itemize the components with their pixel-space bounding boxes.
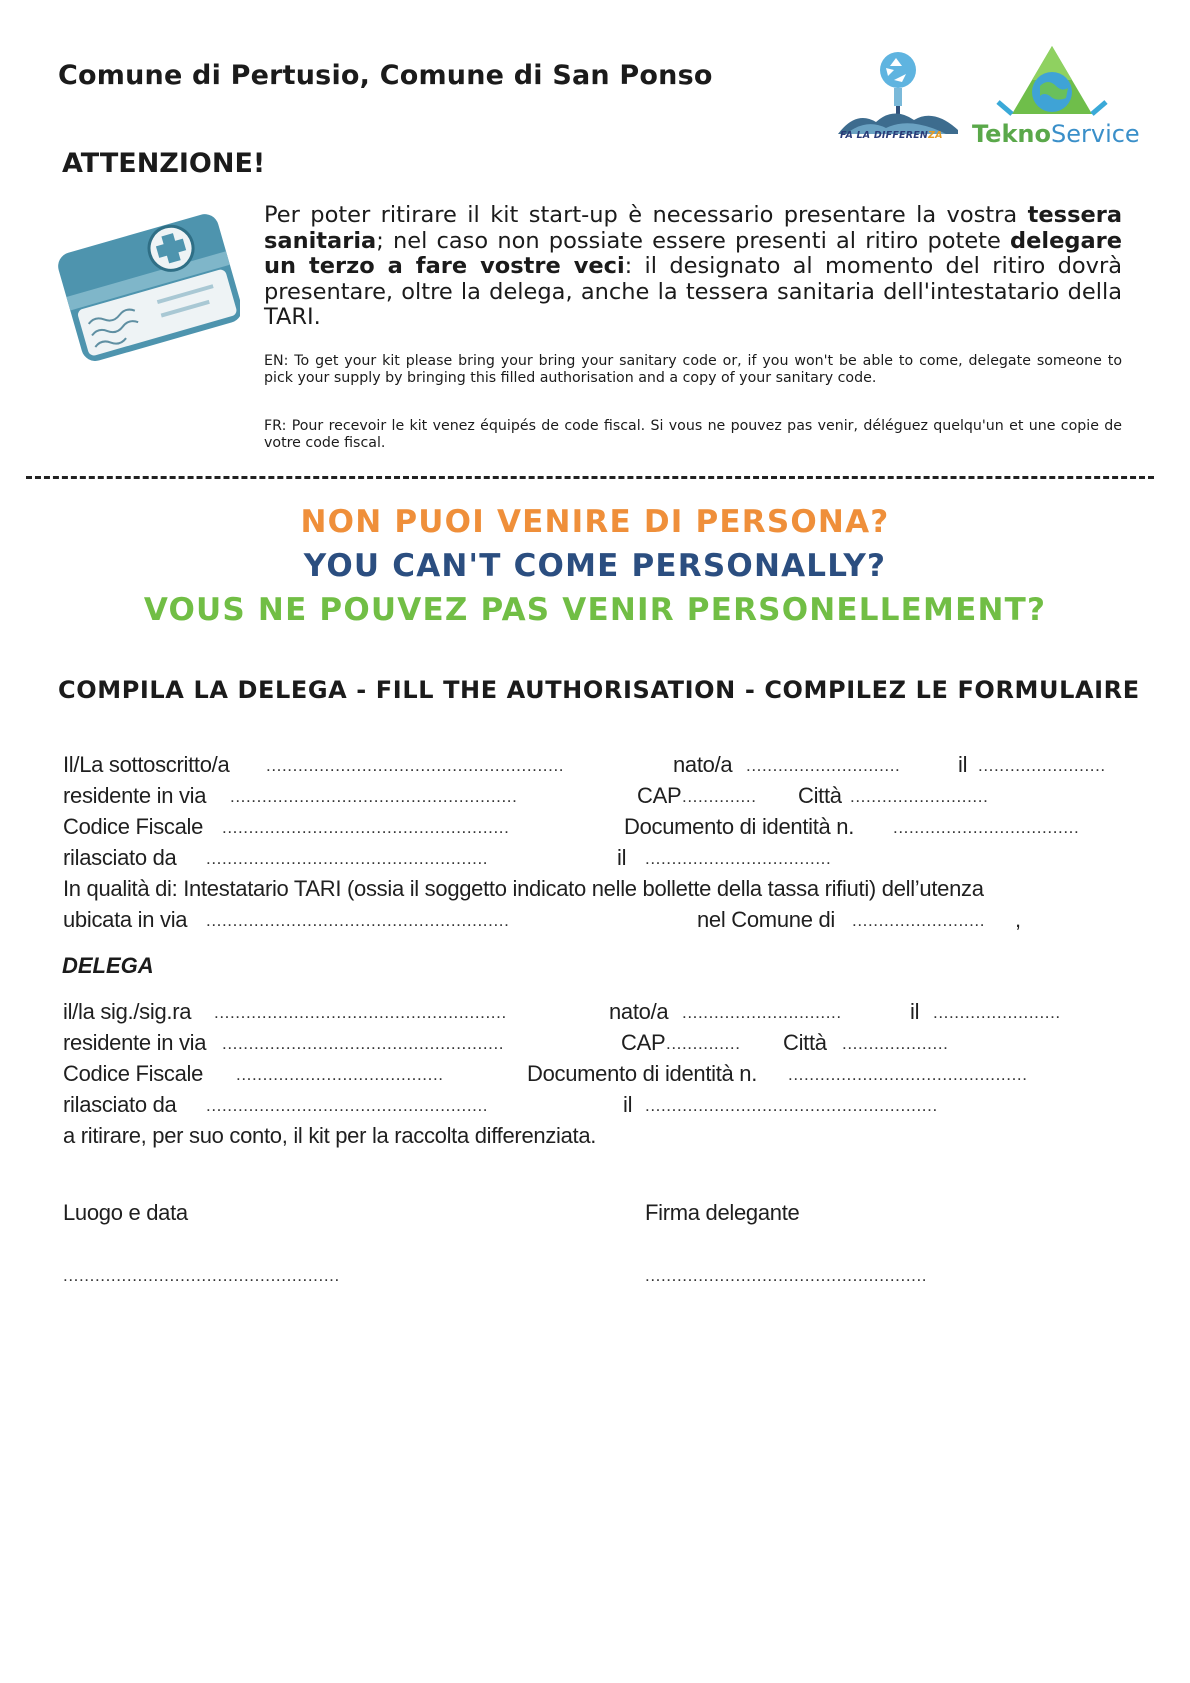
field-utility-street[interactable]: .........................................................	[206, 911, 510, 930]
label-delegate-birth-date: il	[910, 999, 920, 1024]
question-italian: NON PUOI VENIRE DI PERSONA?	[300, 504, 890, 540]
label-delegate-cap: CAP	[621, 1030, 666, 1055]
form-title: COMPILA LA DELEGA - FILL THE AUTHORISATION - COMPILEZ LE FORMULAIRE	[58, 676, 1140, 704]
label-issued-on: il	[617, 845, 627, 870]
recycle-drop-icon	[836, 44, 960, 134]
field-delegate-birth-date[interactable]: ........................	[933, 1003, 1061, 1022]
label-birth-date: il	[958, 752, 968, 777]
intro-text-2: ; nel caso non possiate essere presenti al ritiro potete	[376, 227, 1011, 254]
label-delegate-id-document: Documento di identità n.	[527, 1061, 758, 1086]
field-delegate-birthplace[interactable]: ..............................	[682, 1003, 842, 1022]
label-delegate-born: nato/a	[609, 999, 669, 1024]
field-tax-code[interactable]: ......................................................	[222, 818, 510, 837]
label-delegate-resident: residente in via	[63, 1030, 207, 1055]
label-cap: CAP	[637, 783, 682, 808]
question-french: VOUS NE POUVEZ PAS VENIR PERSONELLEMENT?	[143, 592, 1047, 628]
field-delegate-issued-on[interactable]: .......................................................	[645, 1096, 938, 1115]
intro-bold-delegate: delegare un terzo a fare vostre veci	[264, 227, 1122, 279]
capacity-text: In qualità di: Intestatario TARI (ossia il soggetto indicato nelle bollette della tassa rifiuti) dell’utenza	[63, 876, 984, 901]
field-delegate-issued-by[interactable]: .....................................................	[206, 1096, 489, 1115]
label-place-date: Luogo e data	[63, 1200, 188, 1225]
field-id-document[interactable]: ...................................	[893, 818, 1080, 837]
intro-french: FR: Pour recevoir le kit venez équipés de code fiscal. Si vous ne pouvez pas venir, déléguez quelqu'un et une copie de votre code fiscal.	[264, 418, 1122, 451]
teknoservice-logo	[968, 42, 1140, 152]
label-delegate-issued-by: rilasciato da	[63, 1092, 177, 1117]
field-birth-date[interactable]: ........................	[978, 756, 1106, 775]
intro-paragraph	[264, 203, 1122, 331]
label-resident: residente in via	[63, 783, 207, 808]
field-birthplace[interactable]: .............................	[746, 756, 901, 775]
intro-text-1: Per poter ritirare il kit start-up è necessario presentare la vostra	[264, 202, 1028, 228]
label-signature: Firma delegante	[645, 1200, 800, 1225]
field-street[interactable]: ......................................................	[230, 787, 518, 806]
field-delegate-id-document[interactable]: .............................................	[788, 1065, 1028, 1084]
field-issued-by[interactable]: .....................................................	[206, 849, 489, 868]
delega-label: DELEGA	[62, 953, 154, 978]
label-delegate-city: Città	[783, 1030, 827, 1055]
label-delegate-tax-code: Codice Fiscale	[63, 1061, 204, 1086]
health-card-illustration	[56, 204, 240, 364]
logo1-tagline-end: ZA	[928, 130, 943, 141]
field-place-date[interactable]: ....................................................	[63, 1266, 340, 1285]
label-born: nato/a	[673, 752, 733, 777]
logo2-brand-rest: Service	[1051, 120, 1140, 148]
purpose-text: a ritirare, per suo conto, il kit per la raccolta differenziata.	[63, 1123, 597, 1148]
health-card-icon	[56, 204, 240, 364]
label-undersigned: Il/La sottoscritto/a	[63, 752, 230, 777]
label-city: Città	[798, 783, 842, 808]
label-tax-code: Codice Fiscale	[63, 814, 204, 839]
label-municipality: nel Comune di	[697, 907, 835, 932]
label-delegate-issued-on: il	[623, 1092, 633, 1117]
label-id-document: Documento di identità n.	[624, 814, 855, 839]
intro-text-3: : il designato al momento del ritiro dovrà presentare, oltre la delega, anche la tessera sanitaria dell'intestatario della TARI.	[264, 253, 1122, 330]
field-issued-on[interactable]: ...................................	[645, 849, 832, 868]
field-delegate-name[interactable]: .......................................................	[214, 1003, 507, 1022]
field-signature[interactable]: .....................................................	[645, 1266, 928, 1285]
label-located: ubicata in via	[63, 907, 188, 932]
municipality-title: Comune di Pertusio, Comune di San Ponso	[58, 60, 713, 91]
comma: ,	[1015, 907, 1021, 932]
field-undersigned[interactable]: ........................................................	[266, 756, 565, 775]
field-delegate-tax-code[interactable]: .......................................	[236, 1065, 444, 1084]
fa-la-differenza-logo	[836, 44, 960, 148]
label-delegate-name: il/la sig./sig.ra	[63, 999, 192, 1024]
field-delegate-cap[interactable]: ..............	[666, 1034, 741, 1053]
logo2-brand-bold: Tekno	[972, 120, 1051, 148]
globe-recycle-icon	[968, 42, 1136, 120]
question-english: YOU CAN'T COME PERSONALLY?	[303, 548, 887, 584]
field-cap[interactable]: ..............	[682, 787, 757, 806]
attention-heading: ATTENZIONE!	[62, 148, 266, 179]
logo1-tagline: FA LA DIFFEREN	[840, 130, 929, 141]
cut-line-divider	[26, 476, 1154, 479]
field-municipality[interactable]: .........................	[852, 911, 986, 930]
field-delegate-city[interactable]: ....................	[842, 1034, 949, 1053]
intro-english: EN: To get your kit please bring your bring your sanitary code or, if you won't be able to come, delegate someone to pick your supply by bringing this filled authorisation and a copy of your sanitary code.	[264, 353, 1122, 386]
field-delegate-street[interactable]: .....................................................	[222, 1034, 505, 1053]
label-issued-by: rilasciato da	[63, 845, 177, 870]
intro-bold-health-card: tessera sanitaria	[264, 202, 1122, 254]
field-city[interactable]: ..........................	[850, 787, 989, 806]
